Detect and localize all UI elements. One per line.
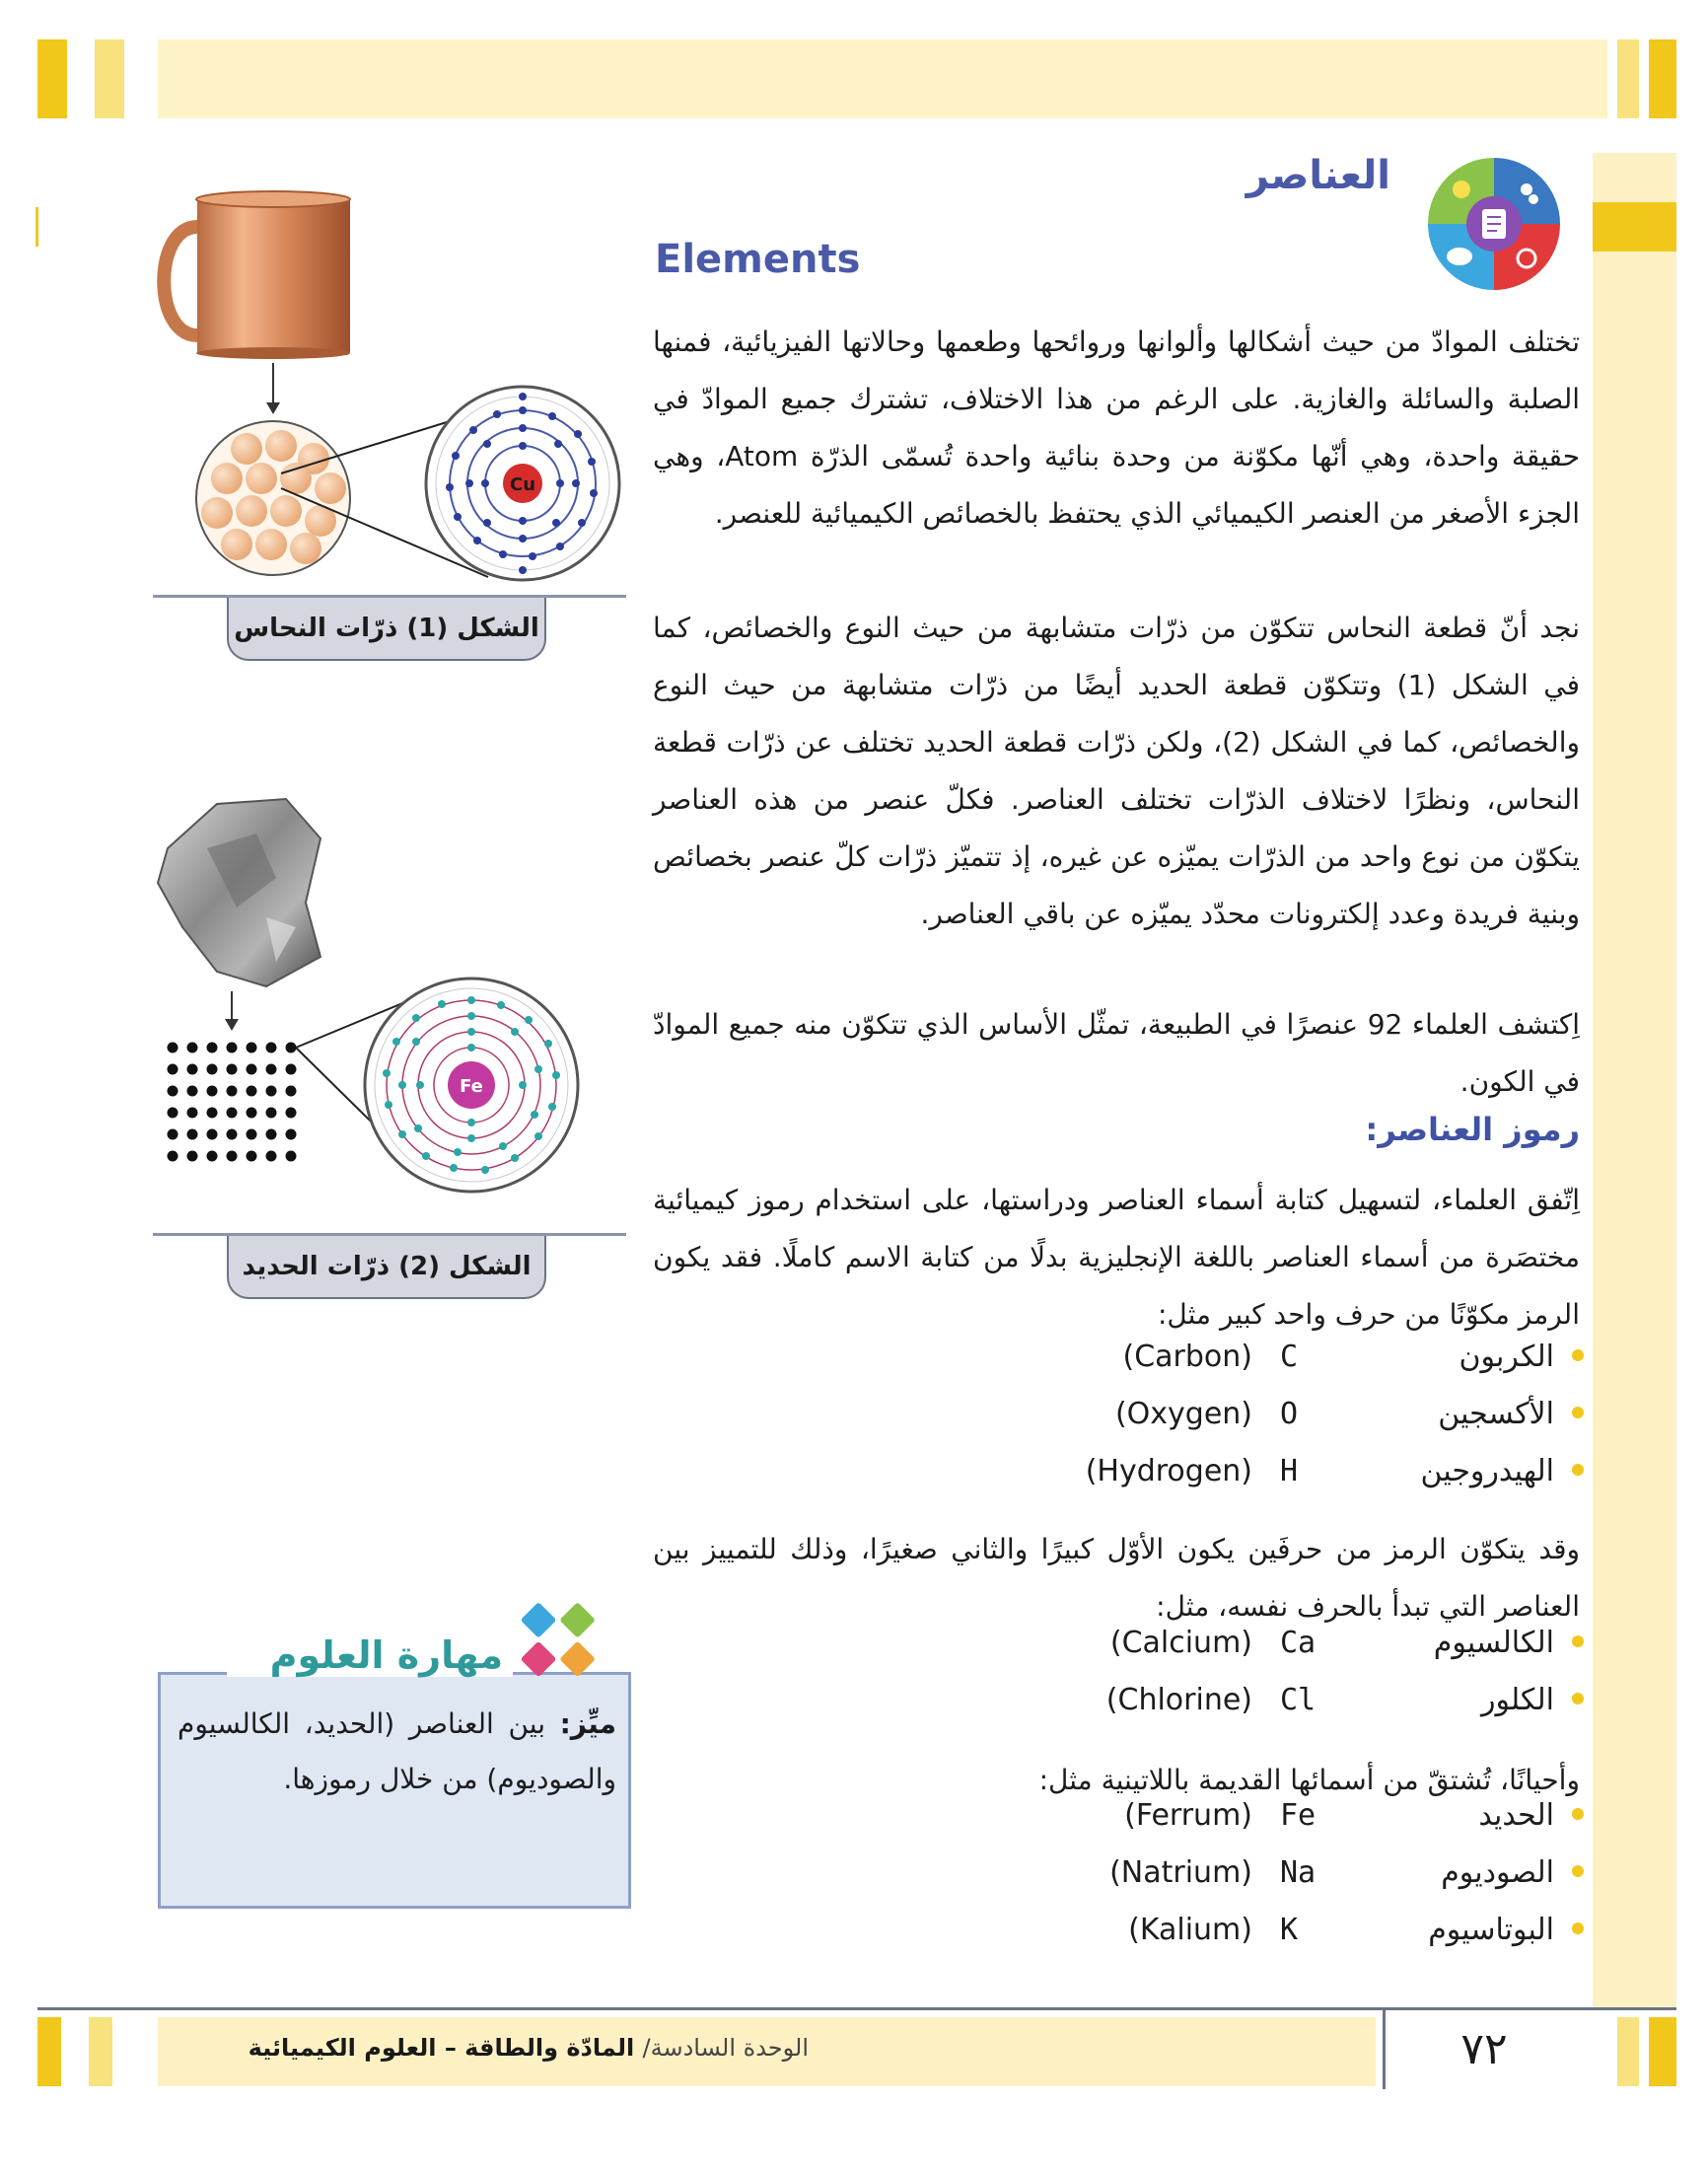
footer-marker	[1617, 2017, 1639, 2086]
figure-2-caption: الشكل (2) ذرّات الحديد	[227, 1236, 546, 1299]
list-item	[947, 1848, 1584, 1905]
bullet-icon	[1572, 1349, 1584, 1361]
list-item	[947, 1905, 1584, 1962]
skill-box-title: مهارة العلوم	[227, 1633, 513, 1677]
subheading-element-symbols: رموز العناصر:	[1365, 1111, 1580, 1148]
paragraph-latin-names: وأحيانًا، تُشتقّ من أسمائها القديمة باللاتينية مثل:	[1038, 1764, 1580, 1796]
element-english-name: (Oxygen)	[1114, 1397, 1252, 1431]
bullet-icon	[1572, 1407, 1584, 1418]
paragraph-two-letter: وقد يتكوّن الرمز من حرفَين يكون الأوّل كبيرًا والثاني صغيرًا، وذلك للتمييز بين العناصر التي تبدأ بالحرف نفسه، مثل:	[653, 1533, 1580, 1623]
bullet-icon	[1572, 1635, 1584, 1647]
list-item	[947, 1790, 1584, 1848]
paragraph-92-elements: اِكتشف العلماء 92 عنصرًا في الطبيعة، تمثّل الأساس الذي تتكوّن منه جميع الموادّ في الكون.	[653, 1008, 1581, 1098]
iron-atoms-lattice	[168, 1043, 297, 1162]
bullet-icon	[1572, 1693, 1584, 1704]
element-symbol: H	[1280, 1454, 1299, 1488]
footer-subject: المادّة والطاقة – العلوم الكيميائية	[248, 2034, 643, 2062]
paragraph-copper-iron: نجد أنّ قطعة النحاس تتكوّن من ذرّات متشابهة من حيث النوع والخصائص، كما في الشكل (1) وتتكوّن قطعة الحديد أيضًا من ذرّات متشابهة من حيث النوع والخصائص، كما في الشكل (2)، ولكن ذرّات قطعة الحديد تختلف عن ذرّات قطعة النحاس، ونظرًا لاختلاف الذرّات تختلف العناصر. فكلّ عنصر من هذه العناصر يتكوّن من نوع واحد من الذرّات يميّزه عن غيره، إذ تتميّز ذرّات كلّ عنصر بخصائص وبنية فريدة وعدد إلكترونات محدّد يميّزه عن باقي العناصر.	[653, 612, 1581, 930]
bullet-icon	[1572, 1865, 1584, 1877]
page-number: ٧٢	[1460, 2024, 1508, 2074]
iron-atom-symbol: Fe	[460, 1076, 483, 1097]
element-english-name: (Natrium)	[1109, 1855, 1252, 1890]
element-symbol: Ca	[1280, 1626, 1317, 1660]
element-symbol: Cl	[1280, 1683, 1317, 1717]
footer-unit-text	[178, 2034, 809, 2062]
list-item	[947, 1618, 1584, 1675]
section-title-english: Elements	[655, 237, 861, 282]
element-symbol: Fe	[1280, 1798, 1317, 1833]
iron-ore-icon	[158, 799, 320, 986]
top-band-marker	[1649, 39, 1676, 118]
iron-atom-model	[365, 979, 578, 1192]
copper-atom-model	[426, 387, 619, 580]
top-band-marker	[1617, 39, 1639, 118]
two-letter-symbols-list	[947, 1618, 1584, 1732]
bullet-icon	[1572, 1464, 1584, 1476]
lesson-wheel-icon	[1420, 150, 1568, 298]
element-name: الصوديوم	[1441, 1855, 1554, 1890]
element-name: الكالسيوم	[1433, 1626, 1554, 1660]
element-english-name: (Ferrum)	[1124, 1798, 1252, 1833]
skill-label: ميِّز:	[559, 1707, 616, 1740]
skill-box-text	[178, 1697, 616, 1807]
copper-atom-symbol: Cu	[509, 474, 536, 495]
list-item	[947, 1675, 1584, 1732]
latin-symbols-list	[947, 1790, 1584, 1962]
right-margin-accent	[1593, 202, 1676, 252]
footer-marker	[37, 2017, 61, 2086]
iron-figure	[148, 789, 631, 1233]
skill-body: بين العناصر (الحديد، الكالسيوم والصوديوم) من خلال رموزها.	[178, 1707, 616, 1795]
list-item	[947, 1332, 1584, 1389]
copper-atoms-lattice	[196, 421, 350, 575]
right-margin-strip	[1593, 153, 1676, 2007]
top-band-marker	[95, 39, 124, 118]
element-symbol: C	[1280, 1340, 1299, 1374]
list-item	[947, 1446, 1584, 1503]
paragraph-intro: تختلف الموادّ من حيث أشكالها وألوانها وروائحها وطعمها وحالاتها الفيزيائية، فمنها الصلبة والسائلة والغازية. على الرغم من هذا الاختلاف، تشترك جميع الموادّ في حقيقة واحدة، وهي أنّها مكوّنة من وحدة بنائية واحدة تُسمّى الذرّة Atom، وهي الجزء الأصغر من العنصر الكيميائي الذي يحتفظ بالخصائص الكيميائية للعنصر.	[653, 326, 1581, 530]
element-name: البوتاسيوم	[1428, 1913, 1554, 1947]
element-name: الكلور	[1481, 1683, 1554, 1717]
bullet-icon	[1572, 1808, 1584, 1820]
puzzle-icon	[493, 1603, 641, 1692]
top-band	[158, 39, 1607, 118]
bullet-icon	[1572, 1922, 1584, 1934]
footer-marker	[1649, 2017, 1676, 2086]
element-name: الأكسجين	[1438, 1397, 1554, 1431]
left-margin-tick	[36, 207, 38, 247]
footer-marker	[89, 2017, 112, 2086]
element-name: الهيدروجين	[1420, 1454, 1554, 1488]
paragraph-symbols-intro: اِتّفق العلماء، لتسهيل كتابة أسماء العناصر ودراستها، على استخدام رموز كيميائية مختصَرة من أسماء العناصر باللغة الإنجليزية بدلًا من كتابة الاسم كاملًا. فقد يكون الرمز مكوّنًا من حرف واحد كبير مثل:	[653, 1184, 1580, 1331]
single-letter-symbols-list	[947, 1332, 1584, 1503]
figure-1-caption: الشكل (1) ذرّات النحاس	[227, 598, 546, 661]
footer-rule	[37, 2007, 1676, 2010]
top-band-marker	[37, 39, 67, 118]
element-english-name: (Carbon)	[1122, 1340, 1252, 1374]
footer-unit: الوحدة السادسة/	[642, 2034, 809, 2062]
copper-figure	[148, 187, 631, 592]
element-symbol: Na	[1280, 1855, 1317, 1890]
copper-mug-icon	[164, 191, 350, 359]
element-english-name: (Hydrogen)	[1085, 1454, 1252, 1488]
element-name: الكربون	[1459, 1340, 1554, 1374]
element-english-name: (Chlorine)	[1105, 1683, 1252, 1717]
element-name: الحديد	[1478, 1798, 1554, 1833]
element-english-name: (Kalium)	[1128, 1913, 1252, 1947]
section-title-arabic: العناصر	[1245, 153, 1390, 198]
element-symbol: K	[1280, 1913, 1299, 1947]
element-symbol: O	[1280, 1397, 1299, 1431]
footer-divider	[1383, 2010, 1386, 2089]
element-english-name: (Calcium)	[1109, 1626, 1252, 1660]
list-item	[947, 1389, 1584, 1446]
